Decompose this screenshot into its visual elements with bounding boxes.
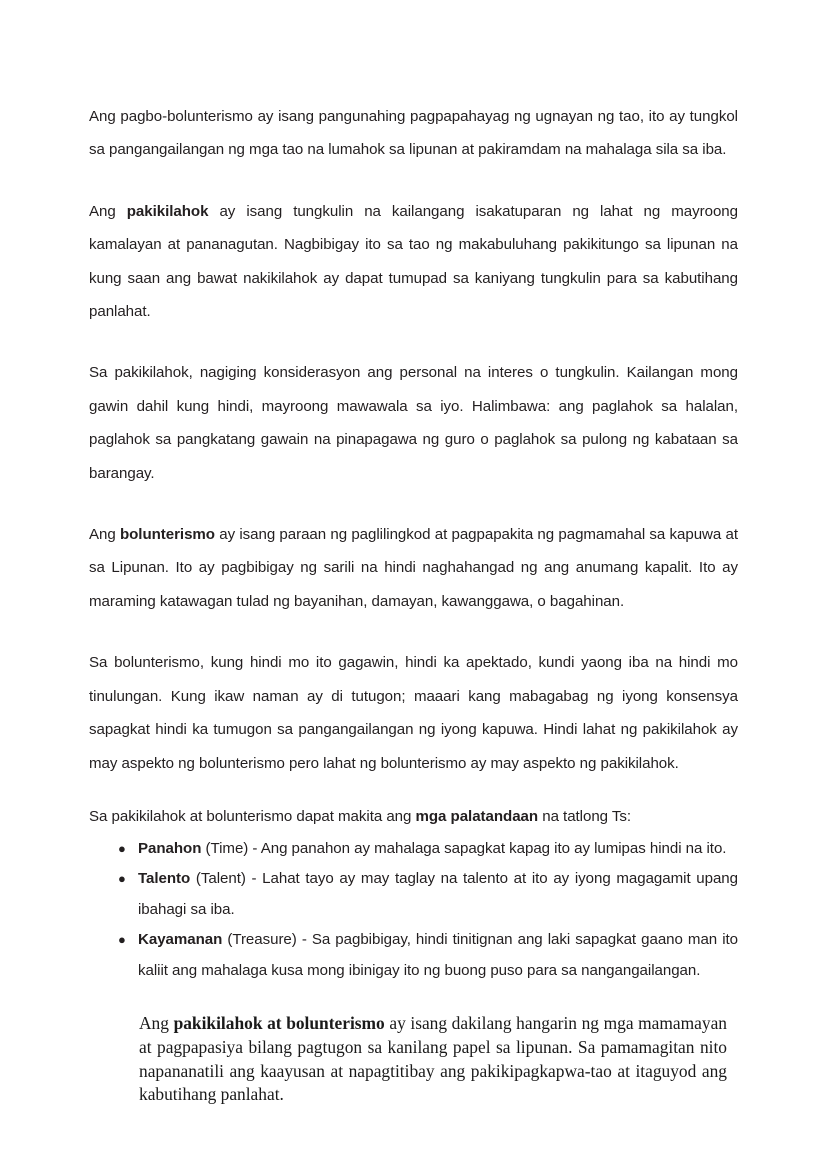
paragraph-5 bbox=[89, 646, 738, 780]
bullet-icon: ● bbox=[118, 871, 126, 887]
text-run: Sa pakikilahok, nagiging konsiderasyon ang personal na interes o tungkulin. Kailangan mong gawin dahil kung hindi, mayroong mawawala sa iyo. Halimbawa: ang paglahok sa halalan, paglahok sa pangkatang gawain na pinapagawa ng guro o paglahok sa pulong ng kabataan sa barangay. bbox=[89, 364, 738, 482]
text-run: ay isang paraan ng paglilingkod at pagpapakita ng pagmamahal sa kapuwa at sa Lipunan. Ito ay pagbibigay ng sarili na hindi naghahangad ng ang anumang kapalit. Ito ay maraming katawagan tulad ng bayanihan, damayan, kawanggawa, o bagahinan. bbox=[89, 526, 738, 610]
paragraph-4 bbox=[89, 518, 738, 618]
document-body bbox=[89, 100, 738, 1107]
text-run: Ang bbox=[89, 202, 127, 220]
paragraph-3 bbox=[89, 356, 738, 490]
closing-paragraph bbox=[89, 1012, 738, 1106]
text-run: Sa bolunterismo, kung hindi mo ito gagawin, hindi ka apektado, kundi yaong iba na hindi mo tinulungan. Kung ikaw naman ay di tutugon; maaari kang mabagabag ng iyong konsensya sapagkat hindi ka tumugon sa pangangailangan ng iyong kapuwa. Hindi lahat ng pakikilahok ay may aspekto ng bolunterismo pero lahat ng bolunterismo ay may aspekto ng pakikilahok. bbox=[89, 654, 738, 772]
three-ts-intro bbox=[89, 802, 738, 832]
bullet-icon: ● bbox=[118, 932, 126, 948]
list-item-term: Talento bbox=[138, 870, 191, 888]
bold-term: pakikilahok bbox=[126, 202, 209, 220]
bold-term: mga palatandaan bbox=[415, 807, 539, 825]
list-item-term: Panahon bbox=[138, 839, 202, 857]
list-item-content bbox=[138, 840, 726, 857]
three-ts-list bbox=[89, 834, 738, 987]
bold-term: bolunterismo bbox=[119, 526, 215, 544]
list-item-description: - Lahat tayo ay may taglay na talento at ito ay iyong magagamit upang ibahagi sa iba. bbox=[138, 870, 738, 918]
text-run: na tatlong Ts: bbox=[538, 807, 632, 825]
paragraph-1 bbox=[89, 100, 738, 167]
list-item-content bbox=[138, 931, 738, 979]
list-item bbox=[118, 864, 738, 925]
list-item bbox=[118, 925, 738, 986]
bullet-icon: ● bbox=[118, 840, 126, 856]
text-run: Ang pagbo-bolunterismo ay isang pangunahing pagpapahayag ng ugnayan ng tao, ito ay tungkol sa pangangailangan ng mga tao na lumahok sa lipunan at pakiramdam na mahalaga sila sa iba. bbox=[89, 108, 738, 159]
text-run: Ang bbox=[139, 1013, 174, 1034]
text-run: Sa pakikilahok at bolunterismo dapat makita ang bbox=[89, 807, 416, 825]
bold-term: pakikilahok at bolunterismo bbox=[173, 1013, 385, 1034]
list-item-content bbox=[138, 870, 738, 918]
list-item bbox=[118, 834, 738, 865]
text-run: ay isang dakilang hangarin ng mga mamamayan at pagpapasiya bilang pagtugon sa kanilang papel sa lipunan. Sa pamamagitan nito napananatili ang kaayusan at napagtitibay ang pakikipagkapwa-tao at itaguyod ang kabutihang panlahat. bbox=[139, 1013, 727, 1105]
text-run: ay isang tungkulin na kailangang isakatuparan ng lahat ng mayroong kamalayan at pananagutan. Nagbibigay ito sa tao ng makabuluhang pakikitungo sa lipunan na kung saan ang bawat nakikilahok ay dapat tumupad sa kaniyang tungkulin para sa kabutihang panlahat. bbox=[89, 202, 738, 321]
paragraph-2 bbox=[89, 195, 738, 329]
list-item-translation: (Talent) bbox=[190, 870, 246, 888]
text-run: Ang bbox=[89, 526, 120, 544]
list-item-translation: (Time) bbox=[201, 839, 249, 857]
list-item-translation: (Treasure) bbox=[222, 931, 297, 949]
list-item-description: - Ang panahon ay mahalaga sapagkat kapag ito ay lumipas hindi na ito. bbox=[248, 839, 727, 857]
list-item-description: - Sa pagbibigay, hindi tinitignan ang laki sapagkat gaano man ito kaliit ang mahalaga kusa mong ibinigay ito ng buong puso para sa nangangailangan. bbox=[138, 931, 738, 979]
list-item-term: Kayamanan bbox=[138, 931, 223, 949]
